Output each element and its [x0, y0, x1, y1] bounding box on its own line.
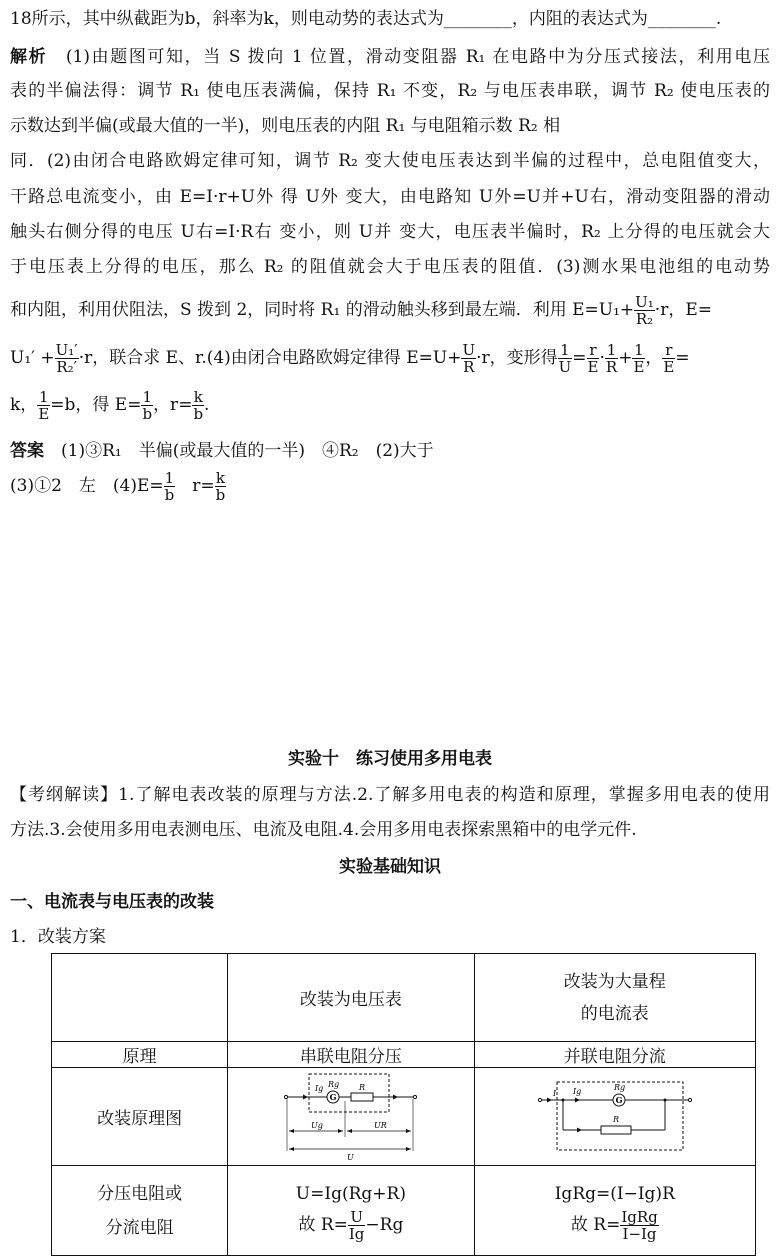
fraction-1-e-3: $\frac{1}{E}$: [38, 388, 50, 423]
analysis-label: 解析: [10, 47, 48, 67]
formula-text: ·r，E=: [654, 300, 712, 320]
analysis-line-8: [10, 288, 770, 332]
answer-text: r=: [175, 476, 215, 496]
formula-line: 故 R= $\frac{U}{Ig}$ −Rg: [298, 1208, 404, 1243]
fraction-r-e: $\frac{r}{E}$: [587, 341, 599, 376]
formula-text: +: [618, 348, 633, 368]
svg-text:U: U: [346, 1152, 354, 1162]
ammeter-circuit-diagram: [474, 1068, 755, 1166]
formula-line: U=Ig(Rg+R): [295, 1184, 406, 1204]
svg-text:Ug: Ug: [310, 1120, 323, 1130]
answer-label: 答案: [10, 441, 44, 461]
svg-text:Rg: Rg: [327, 1079, 340, 1089]
fraction-u-r: $\frac{U}{R}$: [462, 341, 476, 376]
fraction-u1-r2: $\frac{\text{U₁}}{\text{R₂}}$: [635, 293, 654, 328]
analysis-text: (1)由题图可知，当 S 拨向 1 位置，滑动变阻器 R₁ 在电路中为分压式接法，利用电压: [65, 47, 771, 67]
formula-text: k，: [10, 395, 38, 415]
fraction-1-r: $\frac{1}{R}$: [605, 341, 618, 376]
analysis-line-4: 同．(2)由闭合电路欧姆定律可知，调节 R₂ 变大使电压表达到半偏的过程中，总电阻值变大，: [10, 151, 770, 171]
formula-text: ·r，变形得: [476, 348, 558, 368]
fraction-1-e: $\frac{1}{E}$: [633, 341, 645, 376]
analysis-line-1: [10, 44, 770, 70]
svg-text:Ig: Ig: [314, 1083, 324, 1093]
svg-text:R: R: [358, 1082, 365, 1092]
resistor-formula-ammeter: [474, 1166, 755, 1256]
outline-line-1: 【考纲解读】1.了解电表改装的原理与方法.2.了解多用电表的构造和原理，掌握多用电表的使用: [10, 785, 770, 805]
svg-text:R: R: [612, 1114, 619, 1124]
answer-line-2: [10, 464, 770, 508]
analysis-line-9: [10, 334, 770, 382]
fraction-r-e-2: $\frac{r}{E}$: [663, 341, 675, 376]
analysis-line-2: 表的半偏法得：调节 R₁ 使电压表满偏，保持 R₁ 不变，R₂ 与电压表串联，调节 R₂ 使电压表的: [10, 81, 770, 101]
formula-text: =: [675, 348, 690, 368]
basics-title: 实验基础知识: [339, 857, 441, 877]
formula-text: ，: [645, 348, 663, 368]
formula-text: =b，得 E=: [50, 395, 142, 415]
resistor-formula-voltmeter: [228, 1166, 474, 1256]
analysis-line-7: 于电压表上分得的电压，那么 R₂ 的阻值就会大于电压表的阻值．(3)测水果电池组的电动势: [10, 257, 770, 277]
fraction-1-b-ans: $\frac{1}{b}$: [164, 469, 175, 504]
table-row-principle: 原理: [52, 1042, 228, 1068]
formula-text: ·: [599, 348, 605, 368]
answer-text: (1)③R₁ 半偏(或最大值的一半) ④R₂ (2)大于: [61, 441, 434, 461]
outline-line-2: 方法.3.会使用多用电表测电压、电流及电阻.4.会用多用电表探索黑箱中的电学元件.: [10, 820, 637, 840]
formula-text: =: [572, 348, 587, 368]
heading-2: 1．改装方案: [10, 927, 106, 947]
svg-text:Rg: Rg: [613, 1082, 625, 1092]
analysis-line-10: [10, 382, 770, 428]
answer-line-1: [10, 438, 770, 464]
fraction-1-b: $\frac{1}{b}$: [142, 388, 153, 423]
conversion-table: [51, 953, 756, 1256]
heading-1: 一、电流表与电压表的改装: [10, 892, 214, 912]
voltmeter-circuit-diagram: [228, 1068, 474, 1166]
formula-line: 故 R= $\frac{\text{IgRg}}{I-Ig}$: [570, 1208, 658, 1243]
svg-text:I: I: [552, 1088, 556, 1098]
svg-text:Ig: Ig: [572, 1086, 582, 1096]
analysis-line-6: 触头右侧分得的电压 U右=I·R右 变小，则 U并 变大，电压表半偏时，R₂ 上分得的电压就会大: [10, 222, 770, 242]
fraction-k-b-ans: $\frac{k}{b}$: [215, 469, 226, 504]
fraction-u1p-r2p: $\frac{\text{U₁′}}{\text{R₂′}}$: [55, 341, 78, 376]
formula-text: ·r，联合求 E、r.(4)由闭合电路欧姆定律得 E=U+: [78, 348, 462, 368]
answer-text: (3)①2 左 (4)E=: [10, 476, 164, 496]
analysis-line-3: 示数达到半偏(或最大值的一半)，则电压表的内阻 R₁ 与电阻箱示数 R₂ 相: [10, 116, 561, 136]
svg-text:UR: UR: [373, 1120, 387, 1130]
section-title: 实验十 练习使用多用电表: [288, 749, 492, 769]
formula-line: IgRg=(I−Ig)R: [554, 1184, 675, 1204]
principle-ammeter: 并联电阻分流: [474, 1042, 755, 1068]
fraction-1-u: $\frac{1}{U}$: [558, 341, 572, 376]
table-header-ammeter: 改装为大量程 的电流表: [474, 954, 755, 1042]
analysis-line-5: 干路总电流变小，由 E=I·r+U外 得 U外 变大，由电路知 U外=U并+U右，滑动变阻器的滑动: [10, 187, 770, 207]
formula-text: .: [204, 395, 210, 415]
question-line: 18所示，其中纵截距为b，斜率为k，则电动势的表达式为________，内阻的表达式为________.: [10, 9, 722, 29]
formula-text: U₁′ +: [10, 348, 55, 368]
table-corner-cell: [52, 954, 228, 1042]
table-row-resistor: 分压电阻或 分流电阻: [52, 1166, 228, 1256]
formula-text: 和内阻，利用伏阻法，S 拨到 2，同时将 R₁ 的滑动触头移到最左端．利用 E=U₁+: [10, 300, 635, 320]
table-header-voltmeter: 改装为电压表: [228, 954, 474, 1042]
svg-text:G: G: [615, 1094, 623, 1105]
table-row-diagram: 改装原理图: [52, 1068, 228, 1166]
fraction-k-b: $\frac{k}{b}$: [193, 388, 204, 423]
svg-text:G: G: [329, 1091, 337, 1102]
principle-voltmeter: 串联电阻分压: [228, 1042, 474, 1068]
formula-text: ，r=: [153, 395, 193, 415]
